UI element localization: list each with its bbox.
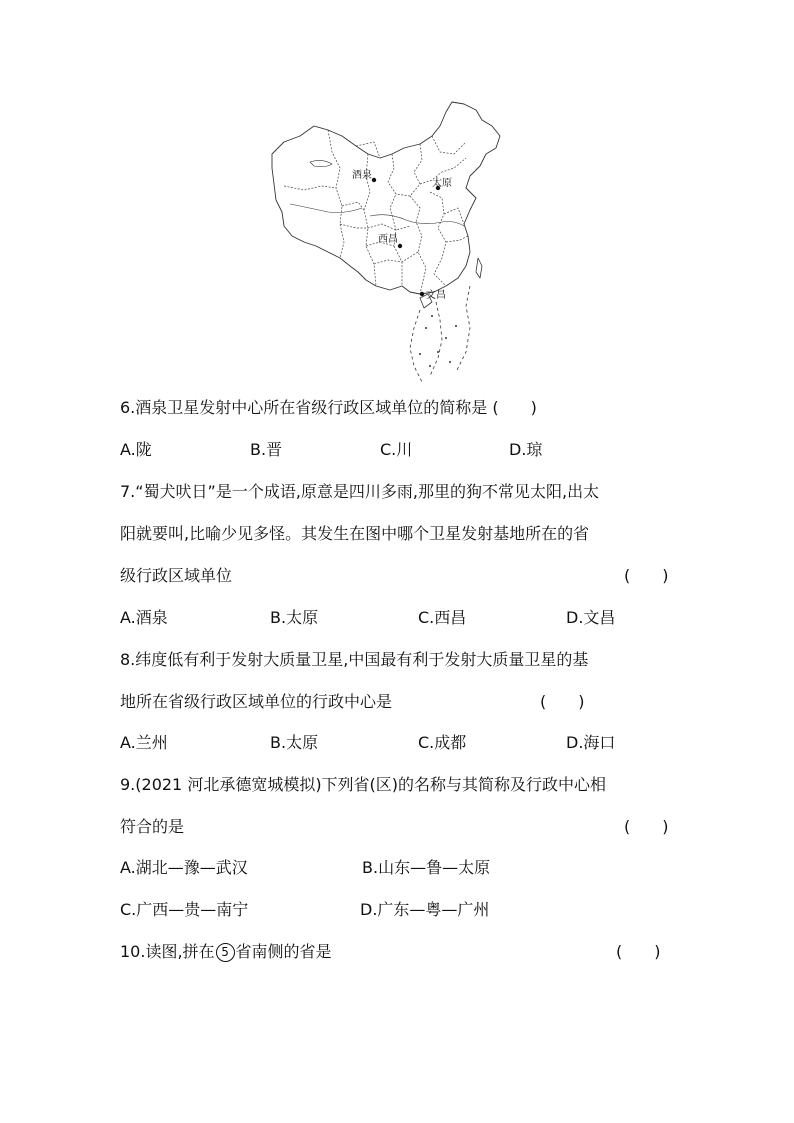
question-7-line-1: 7.“蜀犬吠日”是一个成语,原意是四川多雨,那里的狗不常见太阳,出太: [120, 482, 600, 501]
q9-option-d[interactable]: D.广东—粤—广州: [360, 900, 490, 919]
question-7-line-2: 阳就要叫,比喻少见多怪。其发生在图中哪个卫星发射基地所在的省: [120, 524, 590, 543]
question-8-line-1: 8.纬度低有利于发射大质量卫星,中国最有利于发射大质量卫星的基: [120, 650, 589, 669]
q7-option-a[interactable]: A.酒泉: [120, 608, 168, 627]
q9-option-c[interactable]: C.广西—贵—南宁: [120, 900, 249, 919]
china-map-svg: [270, 96, 502, 386]
question-7-answer-blank[interactable]: ( ): [624, 566, 669, 585]
question-10-prefix: 10.读图,拼在: [120, 942, 215, 961]
question-9-line-1: 9.(2021 河北承德宽城模拟)下列省(区)的名称与其简称及行政中心相: [120, 775, 607, 794]
q8-option-a[interactable]: A.兰州: [120, 733, 168, 752]
label-taiyuan: 太原: [432, 178, 452, 189]
taiwan-island: [476, 258, 482, 278]
jiuquan-dot: [372, 178, 376, 182]
china-map-figure: [270, 96, 502, 386]
q8-option-d[interactable]: D.海口: [566, 733, 616, 752]
q9-option-b[interactable]: B.山东—鲁—太原: [362, 858, 491, 877]
q6-option-a[interactable]: A.陇: [120, 440, 152, 459]
question-8-answer-blank[interactable]: ( ): [540, 692, 585, 711]
wenchang-dot: [420, 292, 424, 296]
q8-option-b[interactable]: B.太原: [270, 733, 319, 752]
q6-option-b[interactable]: B.晋: [250, 440, 283, 459]
circled-number-5: 5: [216, 943, 235, 962]
q7-option-b[interactable]: B.太原: [270, 608, 319, 627]
question-6-text: 6.酒泉卫星发射中心所在省级行政区域单位的简称是 ( ): [120, 398, 537, 417]
question-10-text: [120, 942, 332, 962]
question-9-line-2: 符合的是: [120, 817, 185, 836]
xichang-dot: [398, 244, 402, 248]
question-7-line-3: 级行政区域单位: [120, 566, 233, 585]
label-wenchang: 文昌: [426, 290, 446, 301]
question-8-line-2: 地所在省级行政区域单位的行政中心是: [120, 692, 393, 711]
china-outline: [272, 102, 500, 294]
q8-option-c[interactable]: C.成都: [418, 733, 467, 752]
q7-option-d[interactable]: D.文昌: [566, 608, 616, 627]
label-xichang: 西昌: [378, 234, 398, 245]
question-10-answer-blank[interactable]: ( ): [616, 942, 661, 961]
label-jiuquan: 酒泉: [352, 170, 372, 181]
question-10-suffix: 省南侧的省是: [235, 942, 332, 961]
question-9-answer-blank[interactable]: ( ): [624, 817, 669, 836]
q7-option-c[interactable]: C.西昌: [418, 608, 467, 627]
q9-option-a[interactable]: A.湖北—豫—武汉: [120, 858, 248, 877]
q6-option-d[interactable]: D.琼: [509, 440, 543, 459]
q6-option-c[interactable]: C.川: [380, 440, 413, 459]
